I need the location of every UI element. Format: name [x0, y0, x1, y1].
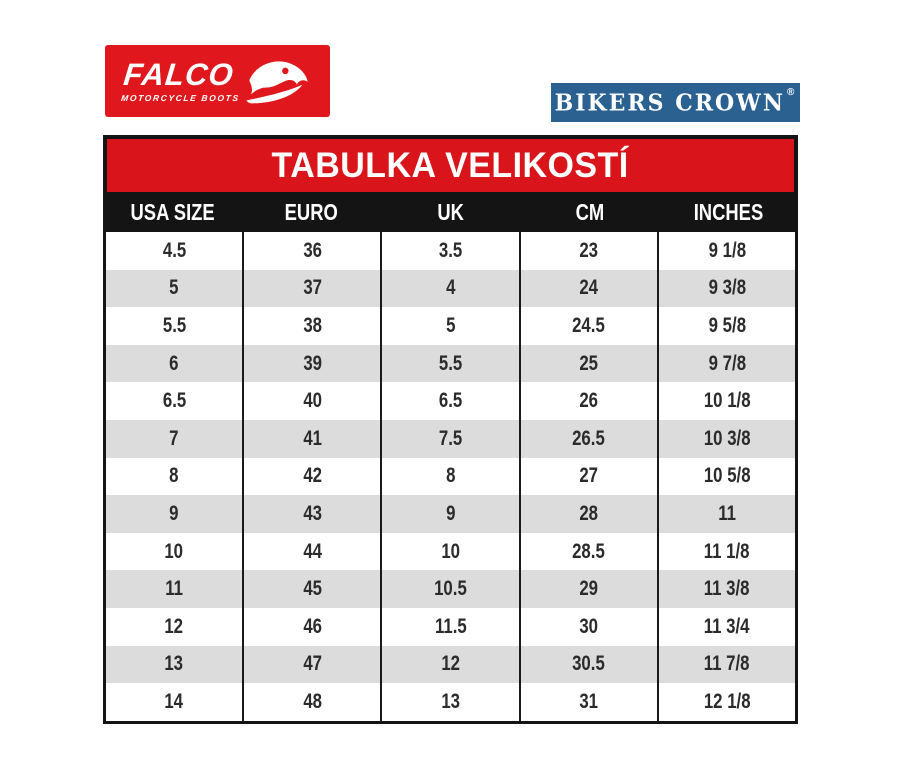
table-row	[106, 382, 795, 420]
table-row	[106, 683, 795, 721]
size-chart-table	[103, 135, 798, 724]
table-cell: 48	[242, 683, 380, 721]
table-cell: 12	[164, 614, 184, 638]
table-cell: 23	[519, 232, 657, 270]
table-cell: 26.5	[519, 420, 657, 458]
table-cell: 5	[380, 307, 518, 345]
table-cell: 27	[519, 458, 657, 496]
table-row	[106, 307, 795, 345]
table-cell: 44	[242, 533, 380, 571]
table-cell: 4.5	[162, 238, 186, 262]
table-cell: 7.5	[380, 420, 518, 458]
table-row	[106, 533, 795, 571]
table-cell: 30	[519, 608, 657, 646]
table-cell: 5	[169, 276, 179, 300]
table-row	[106, 345, 795, 383]
table-cell: 45	[242, 570, 380, 608]
table-cell: 26	[519, 382, 657, 420]
table-cell: 24	[519, 270, 657, 308]
table-cell: 29	[519, 570, 657, 608]
table-cell: 9	[169, 501, 179, 525]
falco-eagle-icon	[245, 54, 317, 108]
table-cell: 8	[169, 464, 179, 488]
table-cell: 10	[164, 539, 184, 563]
table-cell: 10 1/8	[657, 382, 795, 420]
table-cell: 6.5	[162, 389, 186, 413]
falco-wordmark-block	[121, 59, 244, 103]
table-cell: 10 5/8	[657, 458, 795, 496]
table-cell: 7	[169, 426, 179, 450]
falco-tagline: MOTORCYCLE BOOTS	[120, 93, 241, 103]
table-cell: 43	[242, 495, 380, 533]
table-cell: 14	[164, 689, 184, 713]
table-cell: 11.5	[380, 608, 518, 646]
column-header: CM	[575, 198, 604, 225]
table-cell: 25	[519, 345, 657, 383]
table-cell: 12 1/8	[657, 683, 795, 721]
table-cell: 10.5	[380, 570, 518, 608]
table-cell: 6.5	[380, 382, 518, 420]
bikers-crown-logo	[551, 83, 800, 122]
table-cell: 5.5	[380, 345, 518, 383]
table-row	[106, 458, 795, 496]
table-row	[106, 232, 795, 270]
table-cell: 46	[242, 608, 380, 646]
table-cell: 5.5	[162, 313, 186, 337]
table-cell: 10 3/8	[657, 420, 795, 458]
table-cell: 39	[242, 345, 380, 383]
table-cell: 28.5	[519, 533, 657, 571]
table-cell: 40	[242, 382, 380, 420]
table-cell: 11 3/8	[657, 570, 795, 608]
table-cell: 37	[242, 270, 380, 308]
table-cell: 9 7/8	[657, 345, 795, 383]
size-chart-title: TABULKA VELIKOSTÍ	[271, 145, 630, 185]
table-cell: 9	[380, 495, 518, 533]
table-cell: 12	[380, 646, 518, 684]
table-cell: 11 1/8	[657, 533, 795, 571]
table-cell: 30.5	[519, 646, 657, 684]
table-row	[106, 270, 795, 308]
table-row	[106, 608, 795, 646]
column-header: INCHES	[693, 198, 764, 225]
table-cell: 28	[519, 495, 657, 533]
table-cell: 11	[165, 577, 183, 601]
table-cell: 6	[169, 351, 179, 375]
table-cell: 31	[519, 683, 657, 721]
column-header: USA SIZE	[130, 198, 215, 225]
table-cell: 13	[380, 683, 518, 721]
column-header: UK	[437, 198, 464, 225]
table-cell: 41	[242, 420, 380, 458]
table-cell: 10	[380, 533, 518, 571]
table-cell: 8	[380, 458, 518, 496]
table-cell: 4	[380, 270, 518, 308]
size-chart-header-row	[103, 192, 798, 232]
size-chart-body	[103, 232, 798, 724]
table-cell: 3.5	[380, 232, 518, 270]
table-row	[106, 420, 795, 458]
table-cell: 36	[242, 232, 380, 270]
table-cell: 9 1/8	[657, 232, 795, 270]
table-cell: 9 3/8	[657, 270, 795, 308]
table-cell: 24.5	[519, 307, 657, 345]
table-row	[106, 646, 795, 684]
table-cell: 11 7/8	[657, 646, 795, 684]
table-row	[106, 495, 795, 533]
table-cell: 11 3/4	[657, 608, 795, 646]
table-cell: 42	[242, 458, 380, 496]
falco-logo	[105, 45, 330, 117]
table-row	[106, 570, 795, 608]
bikers-crown-wordmark: BIKERS CROWN	[554, 88, 785, 117]
table-cell: 38	[242, 307, 380, 345]
falco-wordmark: FALCO	[121, 57, 236, 92]
registered-trademark-symbol: ®	[787, 87, 797, 98]
size-chart-title-banner	[103, 135, 798, 192]
table-cell: 11	[657, 495, 795, 533]
table-cell: 9 5/8	[657, 307, 795, 345]
column-header: EURO	[284, 198, 339, 225]
table-cell: 13	[164, 652, 184, 676]
table-cell: 47	[242, 646, 380, 684]
